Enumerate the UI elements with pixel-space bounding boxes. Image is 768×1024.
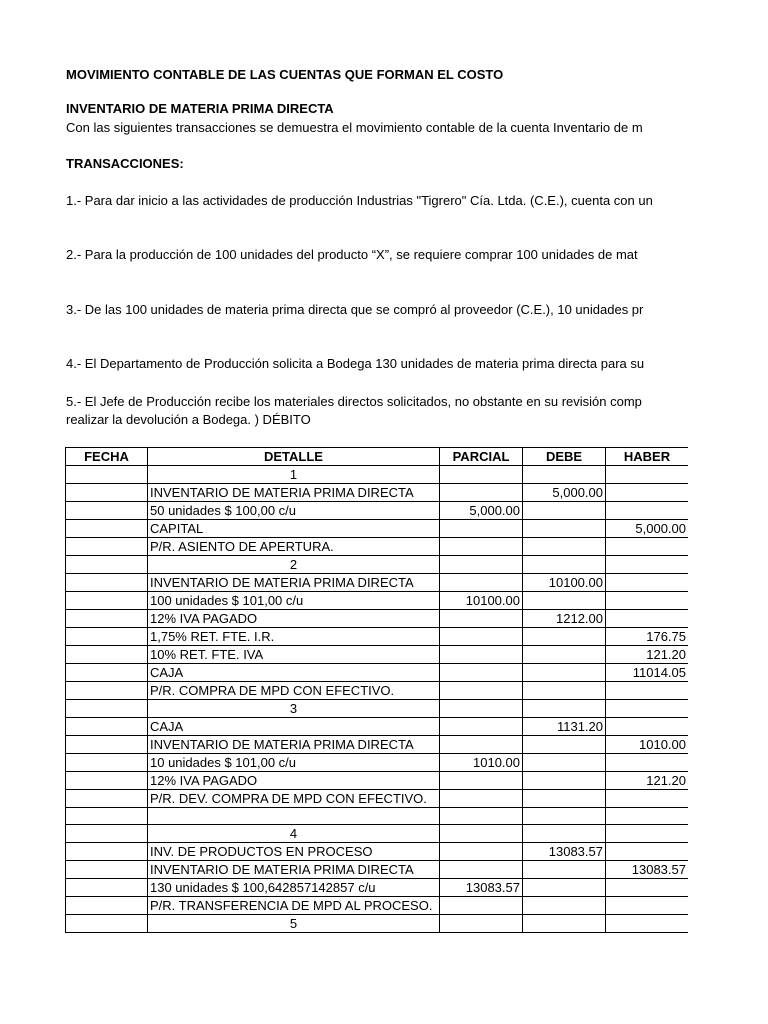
haber-cell (606, 915, 689, 933)
parcial-cell (440, 843, 523, 861)
fecha-cell (66, 466, 148, 484)
parcial-cell (440, 466, 523, 484)
fecha-cell (66, 592, 148, 610)
detalle-cell: 4 (148, 825, 440, 843)
fecha-cell (66, 772, 148, 790)
parcial-cell (440, 700, 523, 718)
debe-cell (523, 772, 606, 790)
header-debe: DEBE (523, 448, 606, 466)
table-row (66, 664, 689, 682)
fecha-cell (66, 879, 148, 897)
table-row (66, 790, 689, 808)
detalle-cell: CAJA (148, 718, 440, 736)
detalle-cell: CAJA (148, 664, 440, 682)
table-row (66, 843, 689, 861)
fecha-cell (66, 718, 148, 736)
parcial-cell: 1010.00 (440, 754, 523, 772)
header-parcial: PARCIAL (440, 448, 523, 466)
detalle-cell: 10 unidades $ 101,00 c/u (148, 754, 440, 772)
detalle-cell: 5 (148, 915, 440, 933)
detalle-cell: P/R. COMPRA DE MPD CON EFECTIVO. (148, 682, 440, 700)
fecha-cell (66, 897, 148, 915)
parcial-cell: 13083.57 (440, 879, 523, 897)
haber-cell (606, 592, 689, 610)
fecha-cell (66, 808, 148, 825)
detalle-cell: INV. DE PRODUCTOS EN PROCESO (148, 843, 440, 861)
table-row (66, 808, 689, 825)
debe-cell (523, 646, 606, 664)
parcial-cell (440, 556, 523, 574)
haber-cell: 1010.00 (606, 736, 689, 754)
detalle-cell: INVENTARIO DE MATERIA PRIMA DIRECTA (148, 574, 440, 592)
debe-cell (523, 736, 606, 754)
table-row (66, 861, 689, 879)
detalle-cell: 100 unidades $ 101,00 c/u (148, 592, 440, 610)
intro-text: Con las siguientes transacciones se demuestra el movimiento contable de la cuenta Inventario de m (66, 120, 643, 135)
fecha-cell (66, 628, 148, 646)
debe-cell (523, 556, 606, 574)
debe-cell (523, 897, 606, 915)
table-row (66, 718, 689, 736)
haber-cell (606, 682, 689, 700)
fecha-cell (66, 754, 148, 772)
detalle-cell: 50 unidades $ 100,00 c/u (148, 502, 440, 520)
haber-cell (606, 484, 689, 502)
table-row (66, 574, 689, 592)
debe-cell: 13083.57 (523, 843, 606, 861)
transaction-5-continuation: realizar la devolución a Bodega. ) DÉBITO (66, 412, 311, 427)
table-row (66, 466, 689, 484)
fecha-cell (66, 502, 148, 520)
haber-cell (606, 700, 689, 718)
parcial-cell (440, 664, 523, 682)
debe-cell (523, 466, 606, 484)
table-row (66, 610, 689, 628)
journal-table (65, 447, 688, 933)
detalle-cell: 1,75% RET. FTE. I.R. (148, 628, 440, 646)
detalle-cell: P/R. DEV. COMPRA DE MPD CON EFECTIVO. (148, 790, 440, 808)
haber-cell (606, 825, 689, 843)
parcial-cell (440, 772, 523, 790)
parcial-cell (440, 790, 523, 808)
table-row (66, 754, 689, 772)
debe-cell (523, 825, 606, 843)
table-row (66, 772, 689, 790)
haber-cell (606, 466, 689, 484)
debe-cell: 5,000.00 (523, 484, 606, 502)
table-row (66, 592, 689, 610)
haber-cell (606, 843, 689, 861)
table-row (66, 502, 689, 520)
fecha-cell (66, 790, 148, 808)
haber-cell: 121.20 (606, 646, 689, 664)
table-row (66, 879, 689, 897)
table-row (66, 556, 689, 574)
haber-cell (606, 574, 689, 592)
fecha-cell (66, 484, 148, 502)
parcial-cell (440, 646, 523, 664)
detalle-cell (148, 808, 440, 825)
header-haber: HABER (606, 448, 689, 466)
table-row (66, 915, 689, 933)
table-row (66, 897, 689, 915)
table-row (66, 825, 689, 843)
detalle-cell: 2 (148, 556, 440, 574)
parcial-cell (440, 574, 523, 592)
table-row (66, 736, 689, 754)
detalle-cell: 12% IVA PAGADO (148, 610, 440, 628)
haber-cell: 11014.05 (606, 664, 689, 682)
table-row (66, 538, 689, 556)
detalle-cell: 12% IVA PAGADO (148, 772, 440, 790)
debe-cell (523, 664, 606, 682)
debe-cell (523, 538, 606, 556)
debe-cell (523, 808, 606, 825)
parcial-cell (440, 628, 523, 646)
parcial-cell (440, 538, 523, 556)
fecha-cell (66, 700, 148, 718)
table-row (66, 628, 689, 646)
fecha-cell (66, 843, 148, 861)
table-row (66, 682, 689, 700)
fecha-cell (66, 915, 148, 933)
fecha-cell (66, 682, 148, 700)
fecha-cell (66, 556, 148, 574)
section-heading: INVENTARIO DE MATERIA PRIMA DIRECTA (66, 101, 334, 116)
parcial-cell (440, 718, 523, 736)
transaction-4: 4.- El Departamento de Producción solicita a Bodega 130 unidades de materia prima directa para su (66, 356, 645, 371)
debe-cell (523, 879, 606, 897)
haber-cell (606, 502, 689, 520)
haber-cell: 13083.57 (606, 861, 689, 879)
haber-cell (606, 879, 689, 897)
debe-cell (523, 502, 606, 520)
table-header-row (66, 448, 689, 466)
transaction-3: 3.- De las 100 unidades de materia prima directa que se compró al proveedor (C.E.), 10 unidades pr (66, 302, 644, 317)
transactions-heading: TRANSACCIONES: (66, 156, 184, 171)
debe-cell (523, 915, 606, 933)
parcial-cell (440, 897, 523, 915)
fecha-cell (66, 736, 148, 754)
debe-cell: 1131.20 (523, 718, 606, 736)
detalle-cell: INVENTARIO DE MATERIA PRIMA DIRECTA (148, 861, 440, 879)
debe-cell (523, 754, 606, 772)
haber-cell (606, 538, 689, 556)
debe-cell (523, 682, 606, 700)
header-fecha: FECHA (66, 448, 148, 466)
detalle-cell: 130 unidades $ 100,642857142857 c/u (148, 879, 440, 897)
haber-cell: 121.20 (606, 772, 689, 790)
debe-cell: 1212.00 (523, 610, 606, 628)
parcial-cell (440, 825, 523, 843)
transaction-2: 2.- Para la producción de 100 unidades del producto “X”, se requiere comprar 100 unidades de mat (66, 247, 638, 262)
fecha-cell (66, 520, 148, 538)
debe-cell: 10100.00 (523, 574, 606, 592)
parcial-cell (440, 682, 523, 700)
detalle-cell: CAPITAL (148, 520, 440, 538)
haber-cell (606, 718, 689, 736)
parcial-cell (440, 861, 523, 879)
parcial-cell (440, 915, 523, 933)
detalle-cell: INVENTARIO DE MATERIA PRIMA DIRECTA (148, 484, 440, 502)
haber-cell (606, 790, 689, 808)
haber-cell: 176.75 (606, 628, 689, 646)
detalle-cell: 3 (148, 700, 440, 718)
fecha-cell (66, 538, 148, 556)
transaction-1: 1.- Para dar inicio a las actividades de producción Industrias "Tigrero" Cía. Ltda. (C.E.), cuenta con un (66, 193, 653, 208)
document-title: MOVIMIENTO CONTABLE DE LAS CUENTAS QUE FORMAN EL COSTO (66, 67, 504, 82)
haber-cell: 5,000.00 (606, 520, 689, 538)
parcial-cell (440, 808, 523, 825)
table-row (66, 484, 689, 502)
debe-cell (523, 628, 606, 646)
fecha-cell (66, 610, 148, 628)
haber-cell (606, 808, 689, 825)
fecha-cell (66, 646, 148, 664)
table-row (66, 520, 689, 538)
fecha-cell (66, 861, 148, 879)
haber-cell (606, 754, 689, 772)
detalle-cell: P/R. TRANSFERENCIA DE MPD AL PROCESO. (148, 897, 440, 915)
transaction-5: 5.- El Jefe de Producción recibe los materiales directos solicitados, no obstante en su revisión comp (66, 394, 642, 409)
detalle-cell: 1 (148, 466, 440, 484)
detalle-cell: P/R. ASIENTO DE APERTURA. (148, 538, 440, 556)
parcial-cell (440, 520, 523, 538)
detalle-cell: 10% RET. FTE. IVA (148, 646, 440, 664)
fecha-cell (66, 664, 148, 682)
table-row (66, 700, 689, 718)
haber-cell (606, 610, 689, 628)
parcial-cell (440, 736, 523, 754)
parcial-cell (440, 484, 523, 502)
haber-cell (606, 556, 689, 574)
debe-cell (523, 592, 606, 610)
fecha-cell (66, 574, 148, 592)
detalle-cell: INVENTARIO DE MATERIA PRIMA DIRECTA (148, 736, 440, 754)
haber-cell (606, 897, 689, 915)
debe-cell (523, 700, 606, 718)
table-row (66, 646, 689, 664)
debe-cell (523, 520, 606, 538)
header-detalle: DETALLE (148, 448, 440, 466)
parcial-cell (440, 610, 523, 628)
debe-cell (523, 790, 606, 808)
debe-cell (523, 861, 606, 879)
parcial-cell: 10100.00 (440, 592, 523, 610)
fecha-cell (66, 825, 148, 843)
parcial-cell: 5,000.00 (440, 502, 523, 520)
